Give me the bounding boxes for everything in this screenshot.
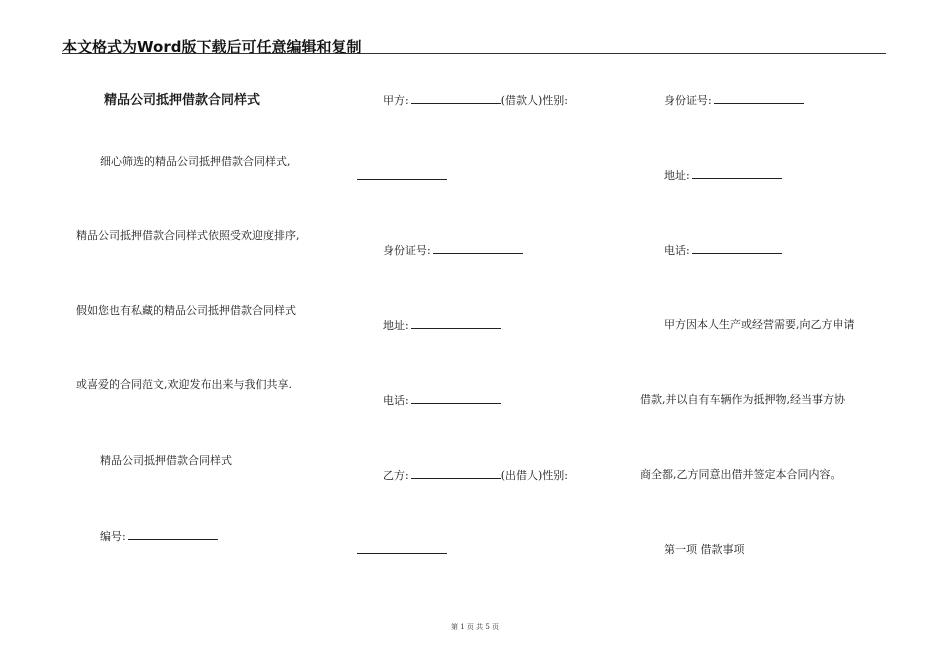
phone-blank <box>692 243 782 254</box>
party-a-gender-label: (借款人)性别: <box>500 94 569 107</box>
party-a-name-blank <box>411 93 501 104</box>
party-a-phone-field <box>383 393 501 408</box>
address-blank <box>692 168 782 179</box>
id-blank <box>433 243 523 254</box>
party-b-field <box>383 468 568 483</box>
intro-line-1: 细心筛选的精品公司抵押借款合同样式, <box>100 155 291 168</box>
party-a-address-field <box>383 318 501 333</box>
intro-line-2: 精品公司抵押借款合同样式依照受欢迎度排序, <box>76 229 300 242</box>
number-field <box>100 529 218 544</box>
party-b-id-field <box>664 93 804 108</box>
phone-blank <box>411 393 501 404</box>
number-blank <box>128 529 218 540</box>
party-b-gender-label: (出借人)性别: <box>500 469 569 482</box>
party-a-gender-blank <box>357 179 447 180</box>
party-b-address-field <box>664 168 782 183</box>
document-title: 精品公司抵押借款合同样式 <box>104 93 261 108</box>
intro-line-4: 或喜爱的合同范文,欢迎发布出来与我们共享. <box>76 378 292 391</box>
party-a-field <box>383 93 568 108</box>
address-label: 地址: <box>383 319 409 332</box>
party-b-gender-blank <box>357 553 447 554</box>
header-banner: 本文格式为Word版下载后可任意编辑和复制 <box>62 38 362 56</box>
phone-label: 电话: <box>383 394 409 407</box>
clause-line-1: 甲方因本人生产或经营需要,向乙方申请 <box>664 318 855 331</box>
header-divider <box>62 53 886 54</box>
page-number: 第 1 页 共 5 页 <box>450 623 500 631</box>
id-blank <box>714 93 804 104</box>
party-b-phone-field <box>664 243 782 258</box>
id-label: 身份证号: <box>383 244 431 257</box>
intro-line-3: 假如您也有私藏的精品公司抵押借款合同样式 <box>76 304 296 317</box>
party-a-label: 甲方: <box>383 94 409 107</box>
clause-line-3: 商全都,乙方同意出借并签定本合同内容。 <box>640 468 842 481</box>
number-label: 编号: <box>100 530 126 543</box>
clause-line-2: 借款,并以自有车辆作为抵押物,经当事方协 <box>640 393 845 406</box>
phone-label: 电话: <box>664 244 690 257</box>
party-b-name-blank <box>411 468 501 479</box>
id-label: 身份证号: <box>664 94 712 107</box>
party-b-label: 乙方: <box>383 469 409 482</box>
party-a-id-field <box>383 243 523 258</box>
section-heading: 第一项 借款事项 <box>664 543 745 556</box>
subtitle: 精品公司抵押借款合同样式 <box>100 454 232 467</box>
address-blank <box>411 318 501 329</box>
address-label: 地址: <box>664 169 690 182</box>
